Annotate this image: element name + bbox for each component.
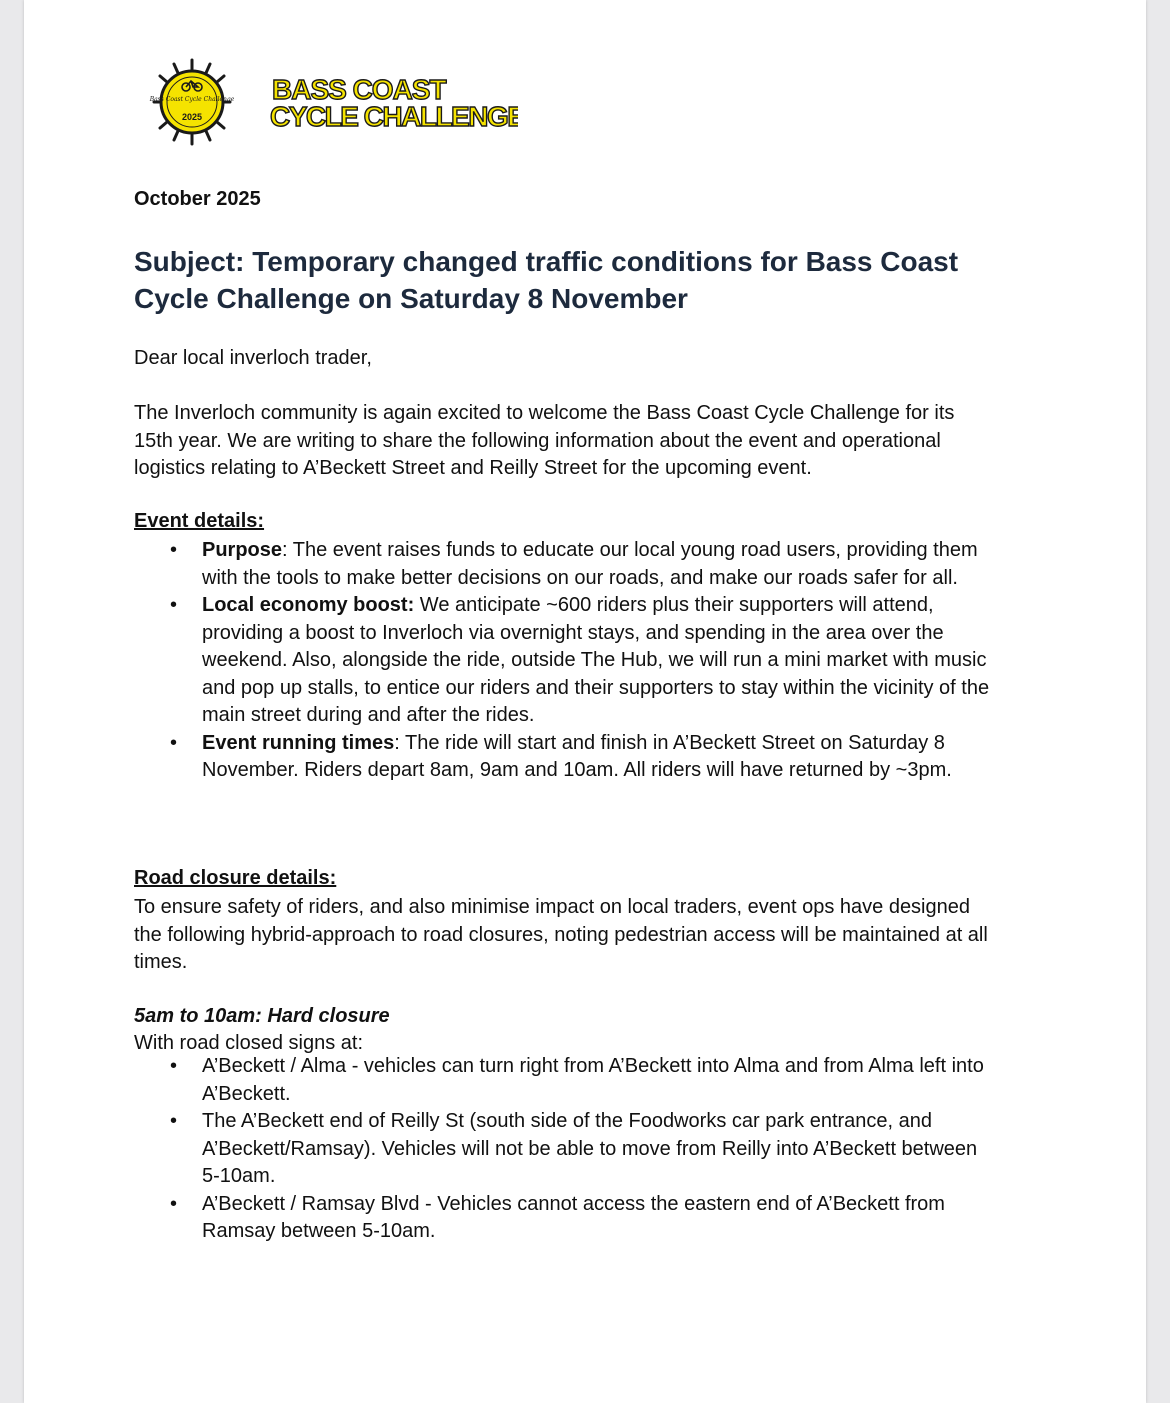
- item-text: We anticipate ~600 riders plus their supporters will attend, providing a boost to Inverloch via overnight stays, and spending in the area over the weekend. Also, alongside the ride, outside The Hub, we will run a mini market with music and pop up stalls, to entice our riders and their supporters to stay within the vicinity of the main street during and after the rides.: [202, 594, 990, 726]
- item-suffix: :: [394, 731, 400, 754]
- list-item: [134, 592, 994, 730]
- logo-badge-text: Bass Coast Cycle Challenge: [149, 96, 235, 103]
- item-text: The ride will start and finish in A’Beckett Street on Saturday 8 November. Riders depart 8am, 9am and 10am. All riders will have returned by ~3pm.: [202, 731, 952, 781]
- list-item: • The A’Beckett end of Reilly St (south side of the Foodworks car park entrance, and A’Beckett/Ramsay). Vehicles will not be able to move from Reilly into A’Beckett between 5-10am.: [134, 1108, 994, 1191]
- list-item: [134, 730, 994, 785]
- hard-closure-heading: 5am to 10am: Hard closure: [134, 1005, 390, 1027]
- list-item: [134, 537, 994, 592]
- hard-closure-intro: With road closed signs at:: [134, 1032, 363, 1054]
- logo-badge-year: 2025: [181, 112, 203, 122]
- hard-closure-list: [134, 1053, 994, 1246]
- event-details-list: [134, 537, 994, 785]
- list-item: • A’Beckett / Ramsay Blvd - Vehicles cannot access the eastern end of A’Beckett from Ramsay between 5-10am.: [134, 1191, 994, 1246]
- bass-coast-logo-icon: [148, 58, 518, 146]
- logo-line-2: CYCLE CHALLENGE: [270, 101, 518, 132]
- item-label: Local economy boost:: [202, 594, 415, 616]
- road-closure-heading: Road closure details:: [134, 867, 337, 889]
- event-details-heading: Event details:: [134, 510, 265, 532]
- logo-line-1: BASS COAST: [272, 74, 446, 105]
- letter-date: October 2025: [134, 188, 261, 210]
- item-text: The event raises funds to educate our local young road users, providing them with the tools to make better decisions on our roads, and make our roads safer for all.: [202, 539, 978, 589]
- letter-subject: Subject: Temporary changed traffic conditions for Bass Coast Cycle Challenge on Saturday 8 November: [134, 246, 959, 314]
- salutation: Dear local inverloch trader,: [134, 347, 372, 369]
- intro-paragraph: The Inverloch community is again excited to welcome the Bass Coast Cycle Challenge for its 15th year. We are writing to share the following information about the event and operational logistics relating to A’Beckett Street and Reilly Street for the upcoming event.: [134, 402, 955, 479]
- item-label: Purpose: [202, 539, 283, 561]
- item-suffix: :: [282, 539, 288, 561]
- road-closure-paragraph: To ensure safety of riders, and also minimise impact on local traders, event ops have designed the following hybrid-approach to road closures, noting pedestrian access will be maintained at all times.: [134, 896, 988, 973]
- list-item: • A’Beckett / Alma - vehicles can turn right from A’Beckett into Alma and from Alma left into A’Beckett.: [134, 1053, 994, 1108]
- item-label: Event running times: [202, 731, 395, 754]
- event-logo: [148, 58, 518, 146]
